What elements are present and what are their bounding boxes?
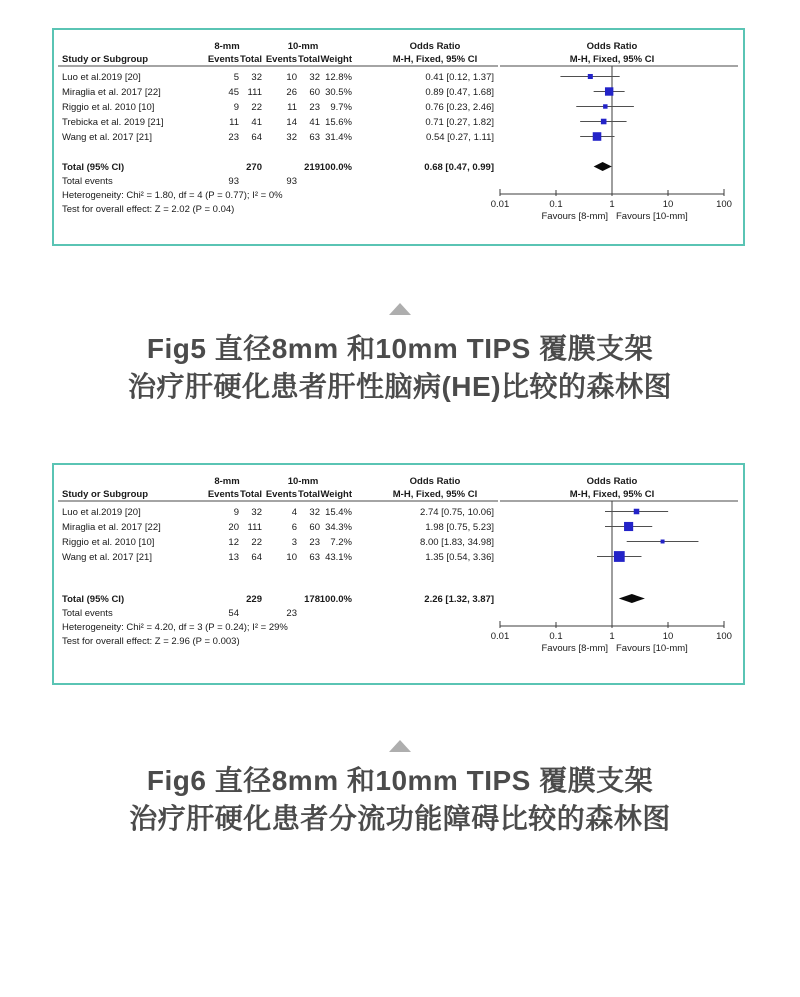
total1-sum: 229 (246, 594, 262, 605)
total1-sum: 270 (246, 162, 262, 173)
effect-square (605, 87, 613, 95)
or-ci-value: 2.74 [0.75, 10.06] (420, 507, 494, 518)
study-col-header: Study or Subgroup (62, 489, 149, 500)
total2-value: 32 (309, 507, 320, 518)
effect-square (661, 540, 665, 544)
total-events2: 93 (286, 176, 297, 187)
fig5-forest-plot-box (52, 28, 745, 246)
group1-header: 8-mm (214, 41, 240, 52)
fig6-divider-triangle-icon (389, 740, 411, 752)
events2-value: 10 (286, 72, 297, 83)
or-text-header: Odds Ratio (409, 41, 461, 52)
study-name: Wang et al. 2017 [21] (62, 552, 152, 563)
total2-value: 63 (309, 132, 320, 143)
axis-tick-label: 10 (662, 199, 674, 210)
total-label: Total (95% CI) (62, 162, 125, 173)
total2-sum: 178 (304, 594, 320, 605)
study-name: Trebicka et al. 2019 [21] (62, 117, 164, 128)
weight-value: 9.7% (330, 102, 352, 113)
events1-value: 13 (228, 552, 239, 563)
total-diamond (619, 594, 645, 603)
study-name: Luo et al.2019 [20] (62, 72, 141, 83)
axis-tick-label: 1 (609, 631, 615, 642)
total2-value: 23 (309, 102, 320, 113)
events1-value: 12 (228, 537, 239, 548)
or-method-header: M-H, Fixed, 95% CI (392, 54, 478, 65)
events1-value: 45 (228, 87, 239, 98)
events2-value: 26 (286, 87, 297, 98)
effect-square (588, 74, 593, 79)
weight-value: 30.5% (325, 87, 352, 98)
heterogeneity-text: Heterogeneity: Chi² = 1.80, df = 4 (P = 0.77); I² = 0% (62, 190, 283, 201)
weight-value: 7.2% (330, 537, 352, 548)
fig6-caption-line2: 治疗肝硬化患者分流功能障碍比较的森林图 (129, 803, 671, 834)
effect-square (603, 104, 607, 108)
events2-value: 3 (291, 537, 297, 548)
study-name: Riggio et al. 2010 [10] (62, 102, 155, 113)
effect-square (593, 132, 602, 141)
total1-value: 64 (251, 132, 262, 143)
study-name: Luo et al.2019 [20] (62, 507, 141, 518)
favours-left-label: Favours [8-mm] (541, 643, 608, 654)
weight-value: 15.6% (325, 117, 352, 128)
total1-value: 111 (247, 522, 262, 533)
total1-value: 22 (251, 102, 262, 113)
axis-tick-label: 1 (609, 199, 615, 210)
favours-left-label: Favours [8-mm] (541, 211, 608, 222)
events1-value: 11 (229, 117, 239, 128)
study-name: Miraglia et al. 2017 [22] (62, 522, 161, 533)
total-events2: 23 (286, 608, 297, 619)
total-events1: 93 (228, 176, 239, 187)
weight-value: 15.4% (325, 507, 352, 518)
fig6-forest-plot (54, 465, 743, 683)
total2-value: 60 (309, 522, 320, 533)
total-events-label: Total events (62, 608, 113, 619)
total2-value: 32 (309, 72, 320, 83)
fig6-caption-line1: Fig6 直径8mm 和10mm TIPS 覆膜支架 (146, 765, 654, 796)
study-col-header: Study or Subgroup (62, 54, 149, 65)
heterogeneity-text: Heterogeneity: Chi² = 4.20, df = 3 (P = 0.24); I² = 29% (62, 622, 288, 633)
total-or-ci: 2.26 [1.32, 3.87] (424, 594, 494, 605)
group2-header: 10-mm (287, 41, 319, 52)
or-method-header: M-H, Fixed, 95% CI (392, 489, 478, 500)
weight-value: 12.8% (325, 72, 352, 83)
or-ci-value: 0.41 [0.12, 1.37] (425, 72, 494, 83)
effect-square (601, 119, 607, 125)
events1-value: 9 (233, 507, 239, 518)
axis-tick-label: 0.1 (549, 631, 563, 642)
total-label: Total (95% CI) (62, 594, 125, 605)
events1-value: 20 (228, 522, 239, 533)
events2-value: 6 (291, 522, 297, 533)
fig5-forest-plot (54, 30, 743, 244)
fig6-forest-plot-box (52, 463, 745, 685)
favours-right-label: Favours [10-mm] (616, 211, 688, 222)
total-weight: 100.0% (319, 162, 352, 173)
group2-header: 10-mm (287, 476, 319, 487)
graph-method-header: M-H, Fixed, 95% CI (569, 54, 655, 65)
total2-col-header: Total (298, 54, 320, 65)
or-ci-value: 0.54 [0.27, 1.11] (426, 132, 494, 143)
events2-col-header: Events (265, 54, 297, 65)
events1-value: 23 (228, 132, 239, 143)
fig5-divider-triangle-icon (389, 303, 411, 315)
total2-sum: 219 (304, 162, 320, 173)
total1-value: 111 (247, 87, 262, 98)
or-ci-value: 1.35 [0.54, 3.36] (425, 552, 494, 563)
or-text-header: Odds Ratio (409, 476, 461, 487)
total1-col-header: Total (240, 489, 262, 500)
total-diamond (594, 162, 612, 171)
total2-value: 60 (309, 87, 320, 98)
study-name: Riggio et al. 2010 [10] (62, 537, 155, 548)
favours-right-label: Favours [10-mm] (616, 643, 688, 654)
events2-col-header: Events (265, 489, 297, 500)
axis-tick-label: 10 (662, 631, 674, 642)
weight-col-header: Weight (320, 54, 352, 65)
total2-col-header: Total (298, 489, 320, 500)
events1-value: 9 (233, 102, 239, 113)
total-events1: 54 (228, 608, 239, 619)
effect-square (624, 522, 633, 531)
or-ci-value: 0.71 [0.27, 1.82] (425, 117, 494, 128)
total-events-label: Total events (62, 176, 113, 187)
study-name: Wang et al. 2017 [21] (62, 132, 152, 143)
group1-header: 8-mm (214, 476, 240, 487)
overall-effect-text: Test for overall effect: Z = 2.02 (P = 0.04) (62, 204, 235, 215)
axis-tick-label: 100 (716, 631, 732, 642)
weight-value: 43.1% (325, 552, 352, 563)
axis-tick-label: 100 (716, 199, 732, 210)
overall-effect-text: Test for overall effect: Z = 2.96 (P = 0.003) (62, 636, 240, 647)
total1-value: 32 (251, 72, 262, 83)
or-graph-header: Odds Ratio (586, 476, 638, 487)
total2-value: 23 (309, 537, 320, 548)
total1-value: 32 (251, 507, 262, 518)
or-ci-value: 0.76 [0.23, 2.46] (425, 102, 494, 113)
events2-value: 4 (291, 507, 297, 518)
fig6-caption (0, 762, 800, 838)
events2-value: 32 (286, 132, 297, 143)
weight-value: 31.4% (325, 132, 352, 143)
total1-value: 22 (251, 537, 262, 548)
events1-col-header: Events (207, 489, 239, 500)
or-ci-value: 0.89 [0.47, 1.68] (425, 87, 494, 98)
fig5-caption-line2: 治疗肝硬化患者肝性脑病(HE)比较的森林图 (127, 371, 673, 402)
total-weight: 100.0% (319, 594, 352, 605)
axis-tick-label: 0.01 (490, 631, 510, 642)
total1-value: 64 (251, 552, 262, 563)
or-ci-value: 8.00 [1.83, 34.98] (420, 537, 494, 548)
axis-tick-label: 0.1 (549, 199, 563, 210)
study-name: Miraglia et al. 2017 [22] (62, 87, 161, 98)
events1-col-header: Events (207, 54, 239, 65)
total1-col-header: Total (240, 54, 262, 65)
effect-square (614, 551, 625, 562)
events1-value: 5 (233, 72, 239, 83)
or-ci-value: 1.98 [0.75, 5.23] (425, 522, 494, 533)
fig5-caption-line1: Fig5 直径8mm 和10mm TIPS 覆膜支架 (146, 333, 654, 364)
weight-col-header: Weight (320, 489, 352, 500)
graph-method-header: M-H, Fixed, 95% CI (569, 489, 655, 500)
total2-value: 63 (309, 552, 320, 563)
events2-value: 11 (287, 102, 297, 113)
total2-value: 41 (309, 117, 320, 128)
weight-value: 34.3% (325, 522, 352, 533)
effect-square (634, 509, 640, 515)
total-or-ci: 0.68 [0.47, 0.99] (424, 162, 494, 173)
total1-value: 41 (251, 117, 262, 128)
or-graph-header: Odds Ratio (586, 41, 638, 52)
axis-tick-label: 0.01 (490, 199, 510, 210)
events2-value: 10 (286, 552, 297, 563)
fig5-caption (0, 330, 800, 406)
events2-value: 14 (286, 117, 297, 128)
